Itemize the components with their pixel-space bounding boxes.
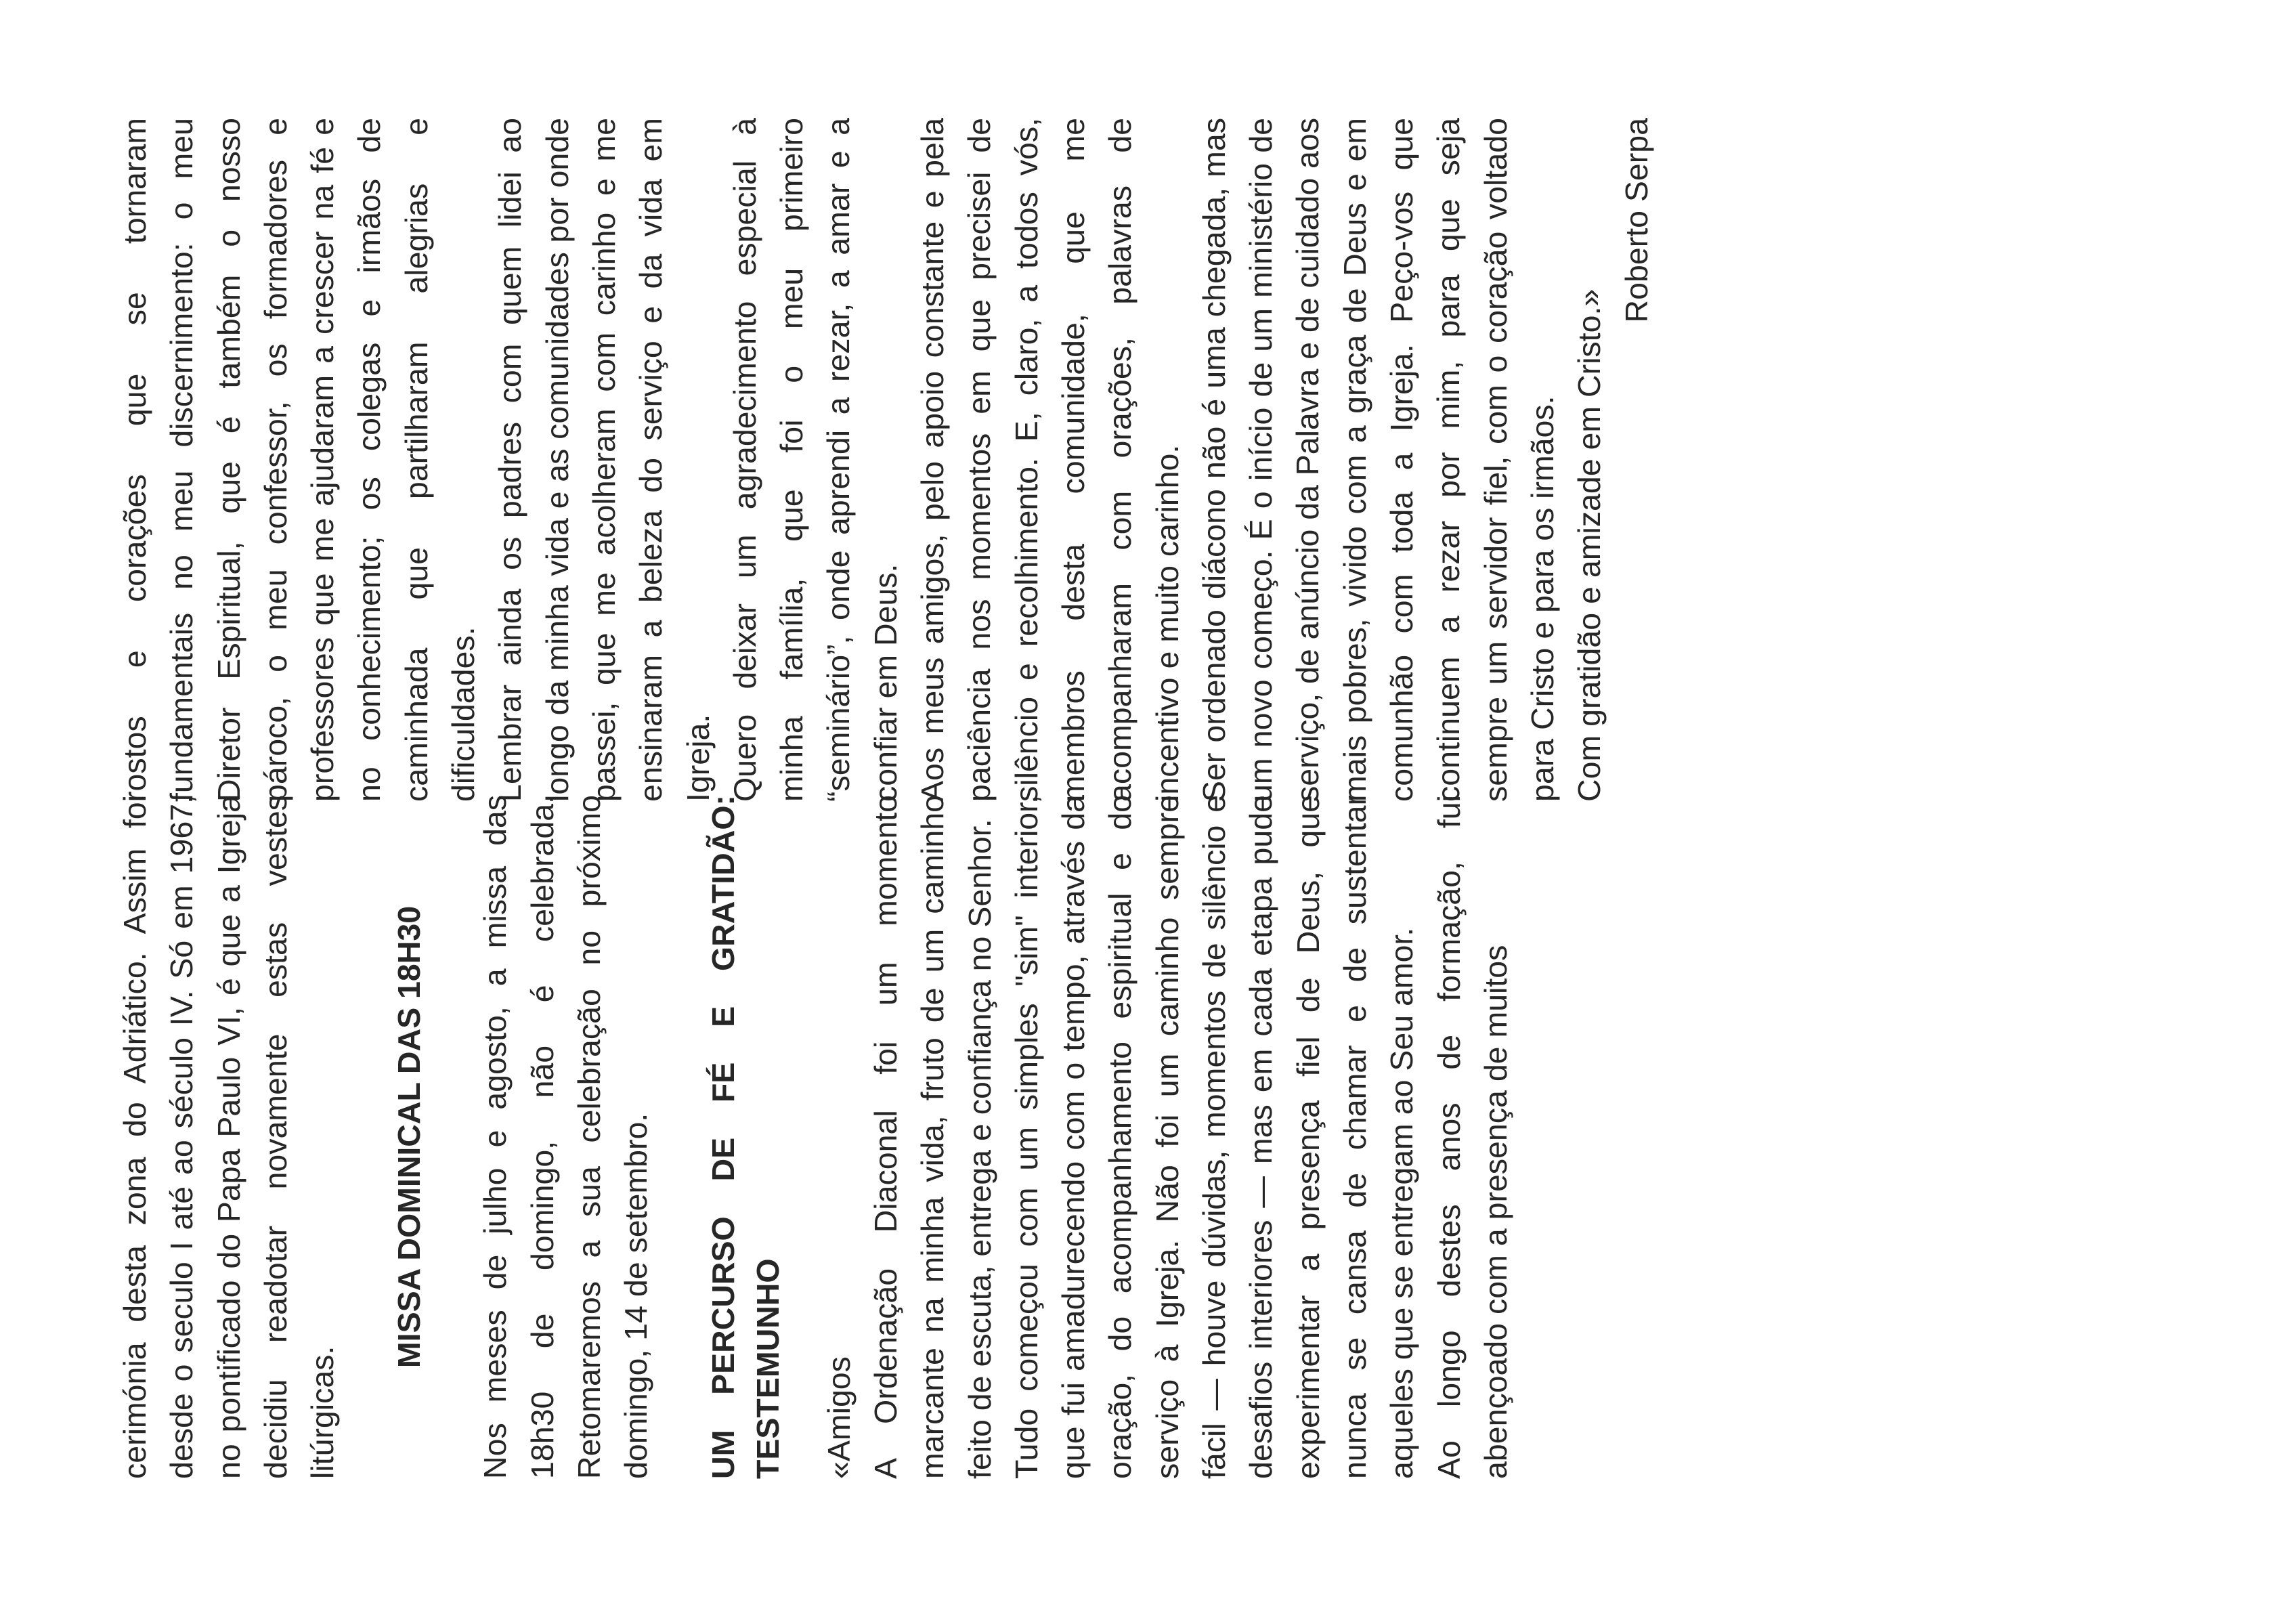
paragraph-missa: Nos meses de julho e agosto, a missa das 18h30 de domingo, não é celebrada. Retomaremos a sua celebração no próximo domingo, 14 de setembro. bbox=[477, 795, 654, 1479]
paragraph-padres: Lembrar ainda os padres com quem lidei ao longo da minha vida e as comunidades por onde passei, que me acolheram com carinho e me ensinaram a beleza do serviço e da vida em Igreja. bbox=[492, 118, 716, 802]
paragraph-ordenacao: A Ordenação Diaconal foi um momento marcante na minha vida, fruto de um caminho feito de escuta, entrega e confiança no Senhor. bbox=[867, 795, 997, 1479]
paragraph-diacono: Ser ordenado diácono não é uma chegada, mas um novo começo. É o início de um ministério de serviço, de anúncio da Palavra e de cuidado aos mais pobres, vivido com a graça de Deus e em comunhão com toda a Igreja. Peço-vos que continuem a rezar por mim, para que seja sempre um servidor fiel, com o coração voltado para Cristo e para os irmãos. bbox=[1196, 118, 1560, 802]
signature: Roberto Serpa bbox=[1618, 118, 1654, 323]
right-column bbox=[112, 118, 1660, 802]
section-heading-missa: MISSA DOMINICAL DAS 18H30 bbox=[391, 905, 427, 1369]
paragraph-familia: Quero deixar um agradecimento especial à minha família, que foi o meu primeiro “seminário”, onde aprendi a rezar, a amar e a confiar em Deus. bbox=[727, 118, 903, 802]
paragraph-rostos: rostos e corações que se tornaram fundamentais no meu discernimento: o meu Diretor Espiritual, que é também o nosso pároco, o meu confessor, os formadores e professores que me ajudaram a crescer na fé e no conhecimento; os colegas e irmãos de caminhada que partilharam alegrias e dificuldades. bbox=[117, 118, 481, 802]
paragraph-sim: Tudo começou com um simples "sim" interior, que fui amadurecendo com o tempo, através da oração, do acompanhamento espiritual e do serviço à Igreja. Não foi um caminho sempre fácil — houve dúvidas, momentos de silêncio e desafios interiores — mas em cada etapa pude experimentar a presença fiel de Deus, que nunca se cansa de chamar e de sustentar aqueles que se entregam ao Seu amor. bbox=[1008, 795, 1420, 1479]
paragraph-amigos: Aos meus amigos, pelo apoio constante e pela paciência nos momentos em que precisei de silêncio e recolhimento. E, claro, a todos vós, membros desta comunidade, que me acompanharam com orações, palavras de incentivo e muito carinho. bbox=[915, 118, 1185, 802]
closing-line: Com gratidão e amizade em Cristo.» bbox=[1572, 288, 1607, 802]
section-heading-testemunho: UM PERCURSO DE FÉ E GRATIDÃO: TESTEMUNHO bbox=[705, 795, 785, 1479]
paragraph-formacao: Ao longo destes anos de formação, fui abençoado com a presença de muitos bbox=[1431, 795, 1513, 1479]
paragraph-vestes: cerimónia desta zona do Adriático. Assim foi desde o seculo I até ao século IV. Só em 1967, no pontificado do Papa Paulo VI, é que a Igreja decidiu readotar novamente estas vestes litúrgicas. bbox=[117, 795, 341, 1479]
greeting: «Amigos bbox=[821, 1356, 857, 1479]
left-column bbox=[112, 795, 1519, 1479]
